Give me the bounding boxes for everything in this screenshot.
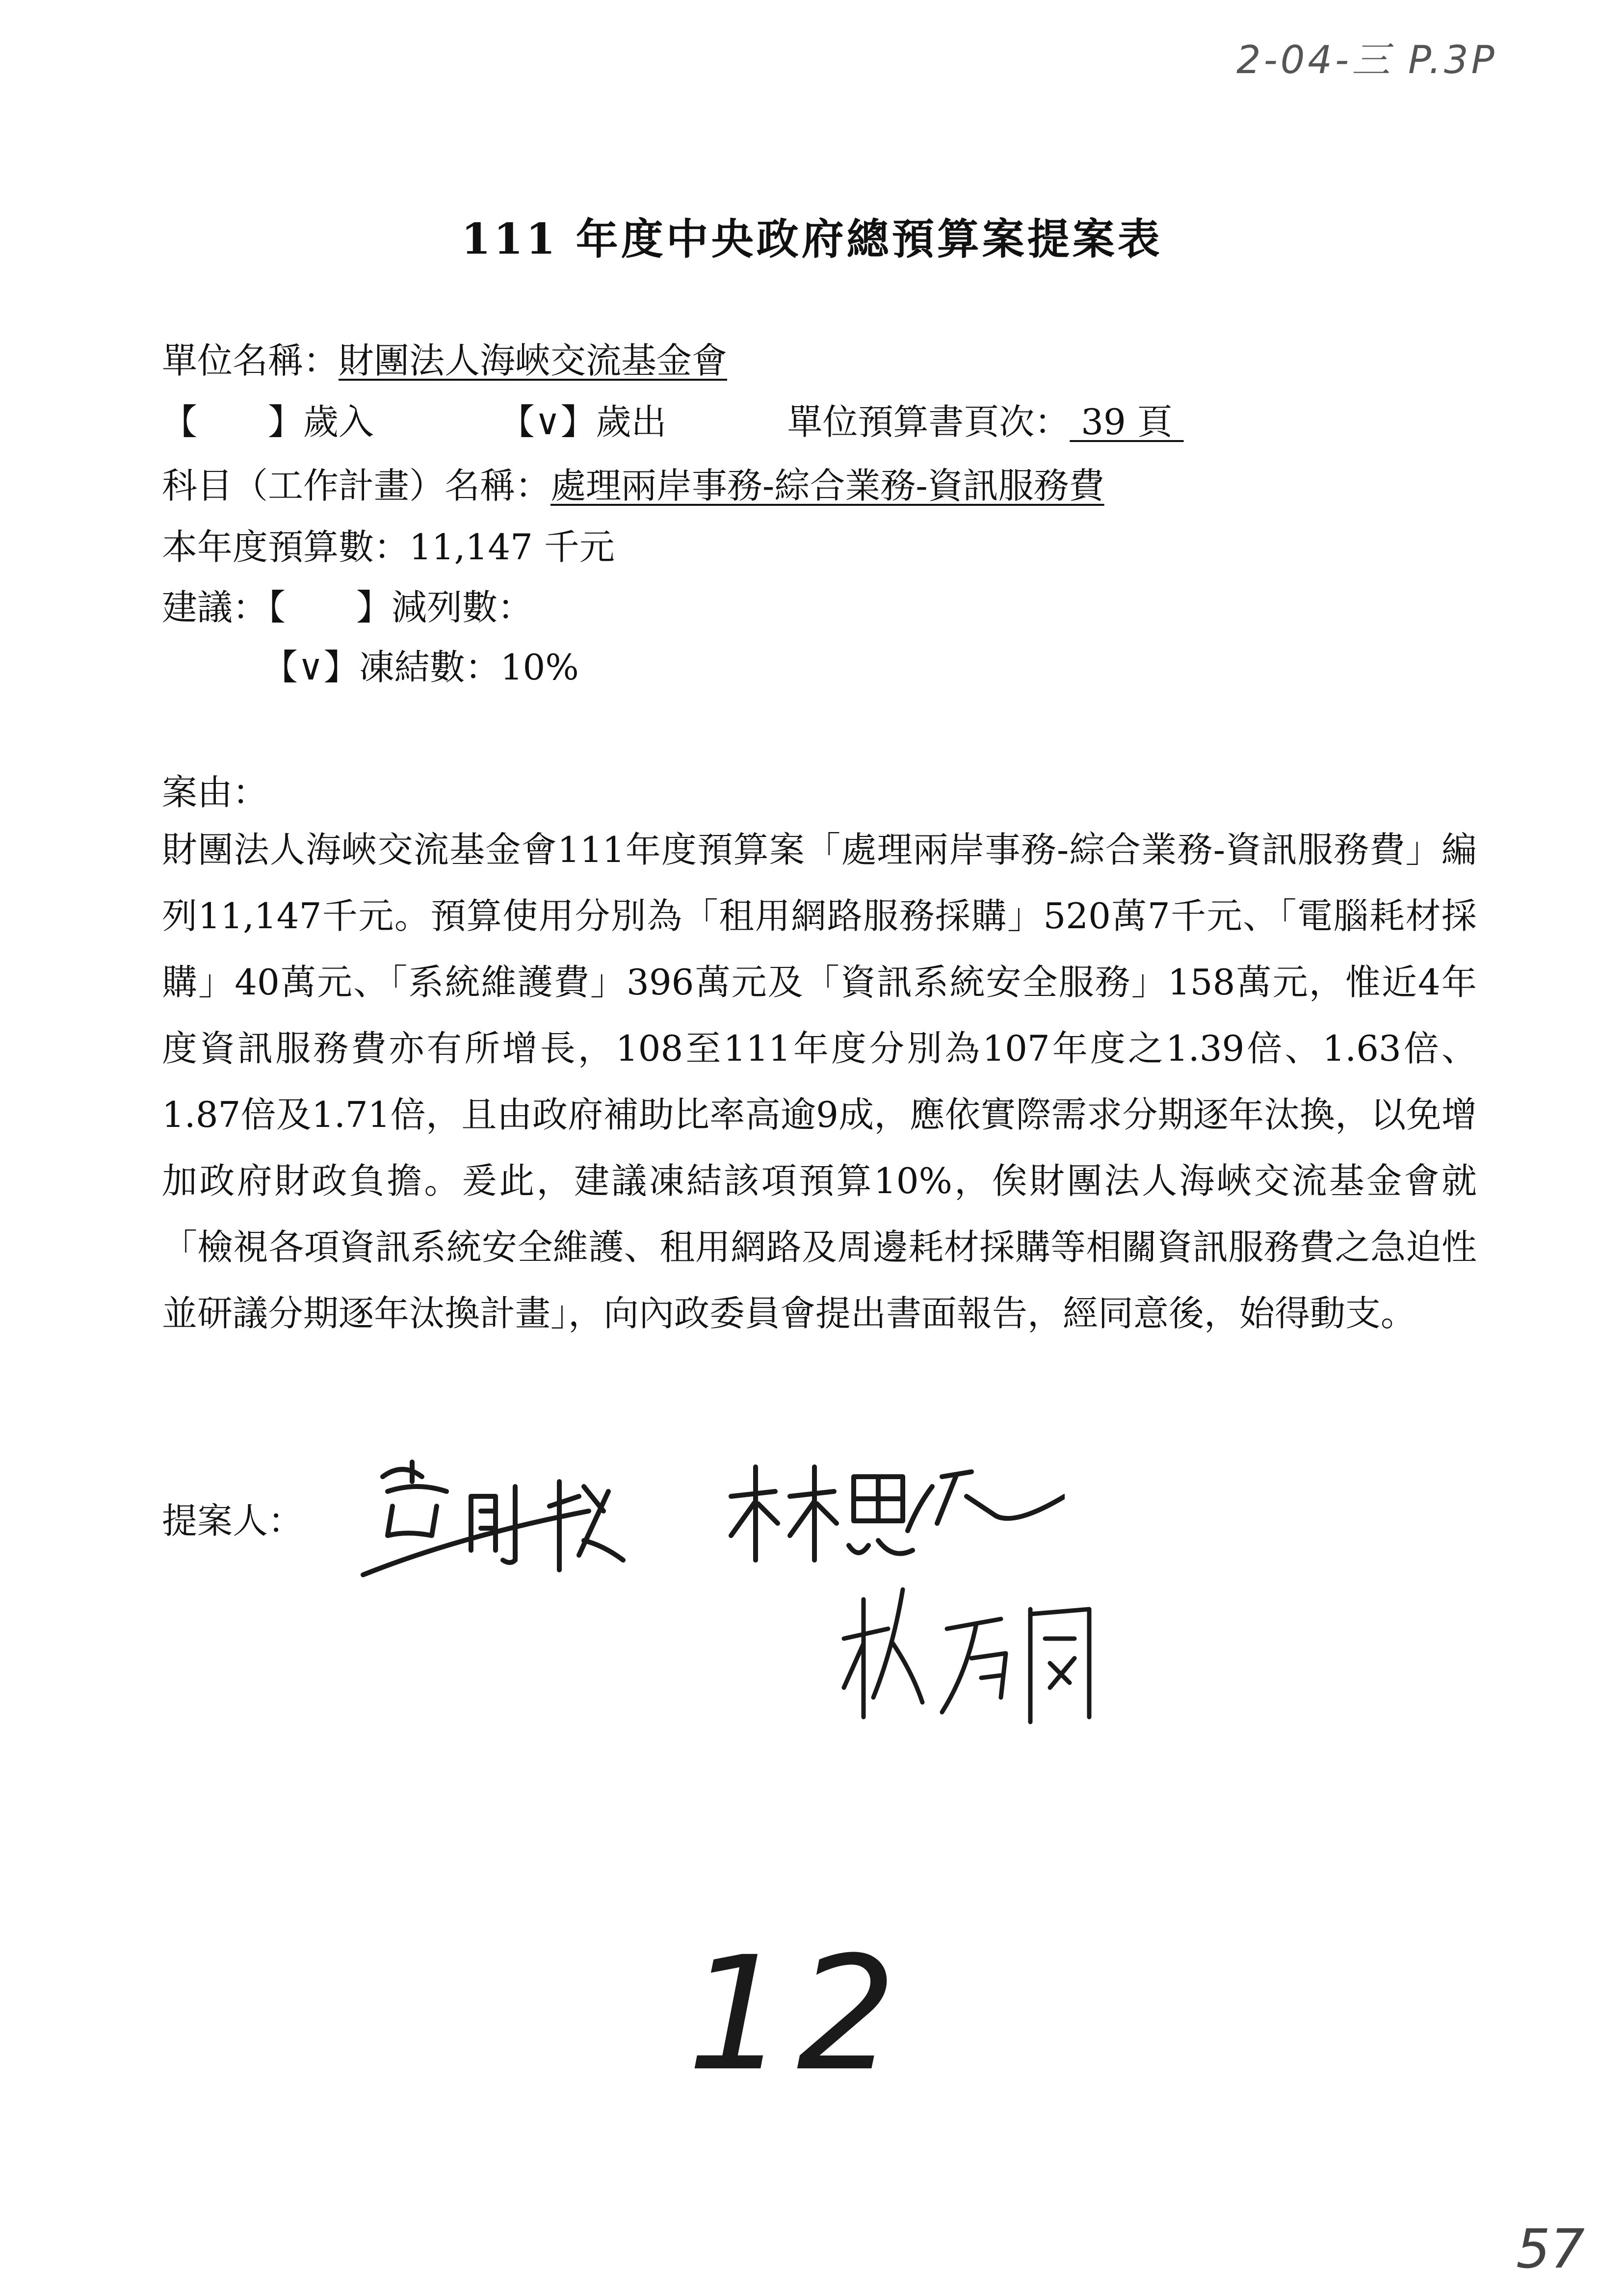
reason-label: 案由： xyxy=(162,772,268,813)
revenue-label: 歲入 xyxy=(303,401,374,443)
unit-name-label: 單位名稱： xyxy=(162,340,339,381)
freeze-value: 10% xyxy=(500,647,579,688)
subject-label: 科目（工作計畫）名稱： xyxy=(162,465,551,506)
handwritten-number: 12 xyxy=(687,1923,907,2106)
revenue-checkbox: 【 】 xyxy=(162,401,304,443)
subject-value: 處理兩岸事務-綜合業務-資訊服務費 xyxy=(550,465,1104,506)
budget-amount-value: 11,147 千元 xyxy=(409,526,615,568)
suggestion-label: 建議： xyxy=(162,587,268,628)
proposer-label: 提案人： xyxy=(162,1500,304,1541)
signature-2 xyxy=(711,1447,1065,1585)
budget-type-row xyxy=(162,400,1184,444)
expense-label: 歲出 xyxy=(596,401,667,443)
suggestion-reduce-row xyxy=(162,585,533,629)
reason-text: 財團法人海峽交流基金會111年度預算案「處理兩岸事務-綜合業務-資訊服務費」編列11,147千元。預算使用分別為「租用網路服務採購」520萬7千元、「電腦耗材採購」40萬元、「系統維護費」396萬元及「資訊系統安全服務」158萬元，惟近4年度資訊服務費亦有所增長，108至111年度分別為107年度之1.39倍、1.63倍、1.87倍及1.71倍，且由政府補助比率高逾9成，應依實際需求分期逐年汰換，以免增加政府財政負擔。爰此，建議凍結該項預算10%，俟財團法人海峽交流基金會就「檢視各項資訊系統安全維護、租用網路及周邊耗材採購等相關資訊服務費之急迫性並研議分期逐年汰換計畫」，向內政委員會提出書面報告，經同意後，始得動支。 xyxy=(162,829,1477,1334)
page-title: 111 年度中央政府總預算案提案表 xyxy=(461,214,1163,264)
unit-name-value: 財團法人海峽交流基金會 xyxy=(339,340,728,381)
budget-book-page-value: 39 頁 xyxy=(1070,401,1184,443)
suggestion-freeze-row xyxy=(262,645,579,689)
freeze-checkbox: 【∨】 xyxy=(262,647,359,688)
reduce-label: 減列數： xyxy=(392,587,533,628)
expense-checkbox: 【∨】 xyxy=(499,401,596,443)
freeze-label: 凍結數： xyxy=(359,647,500,688)
budget-amount-row xyxy=(162,525,615,569)
subject-row xyxy=(162,464,1104,508)
corner-page-mark: 57 xyxy=(1516,2218,1585,2280)
top-right-handwritten-note: 2-04-三 P.3P xyxy=(1236,38,1497,82)
signature-3 xyxy=(834,1570,1109,1756)
budget-amount-label: 本年度預算數： xyxy=(162,526,410,568)
unit-name-row xyxy=(162,339,727,383)
budget-book-page-label: 單位預算書頁次： xyxy=(787,401,1070,443)
reduce-checkbox: 【 】 xyxy=(268,587,392,628)
signature-1 xyxy=(353,1447,697,1594)
